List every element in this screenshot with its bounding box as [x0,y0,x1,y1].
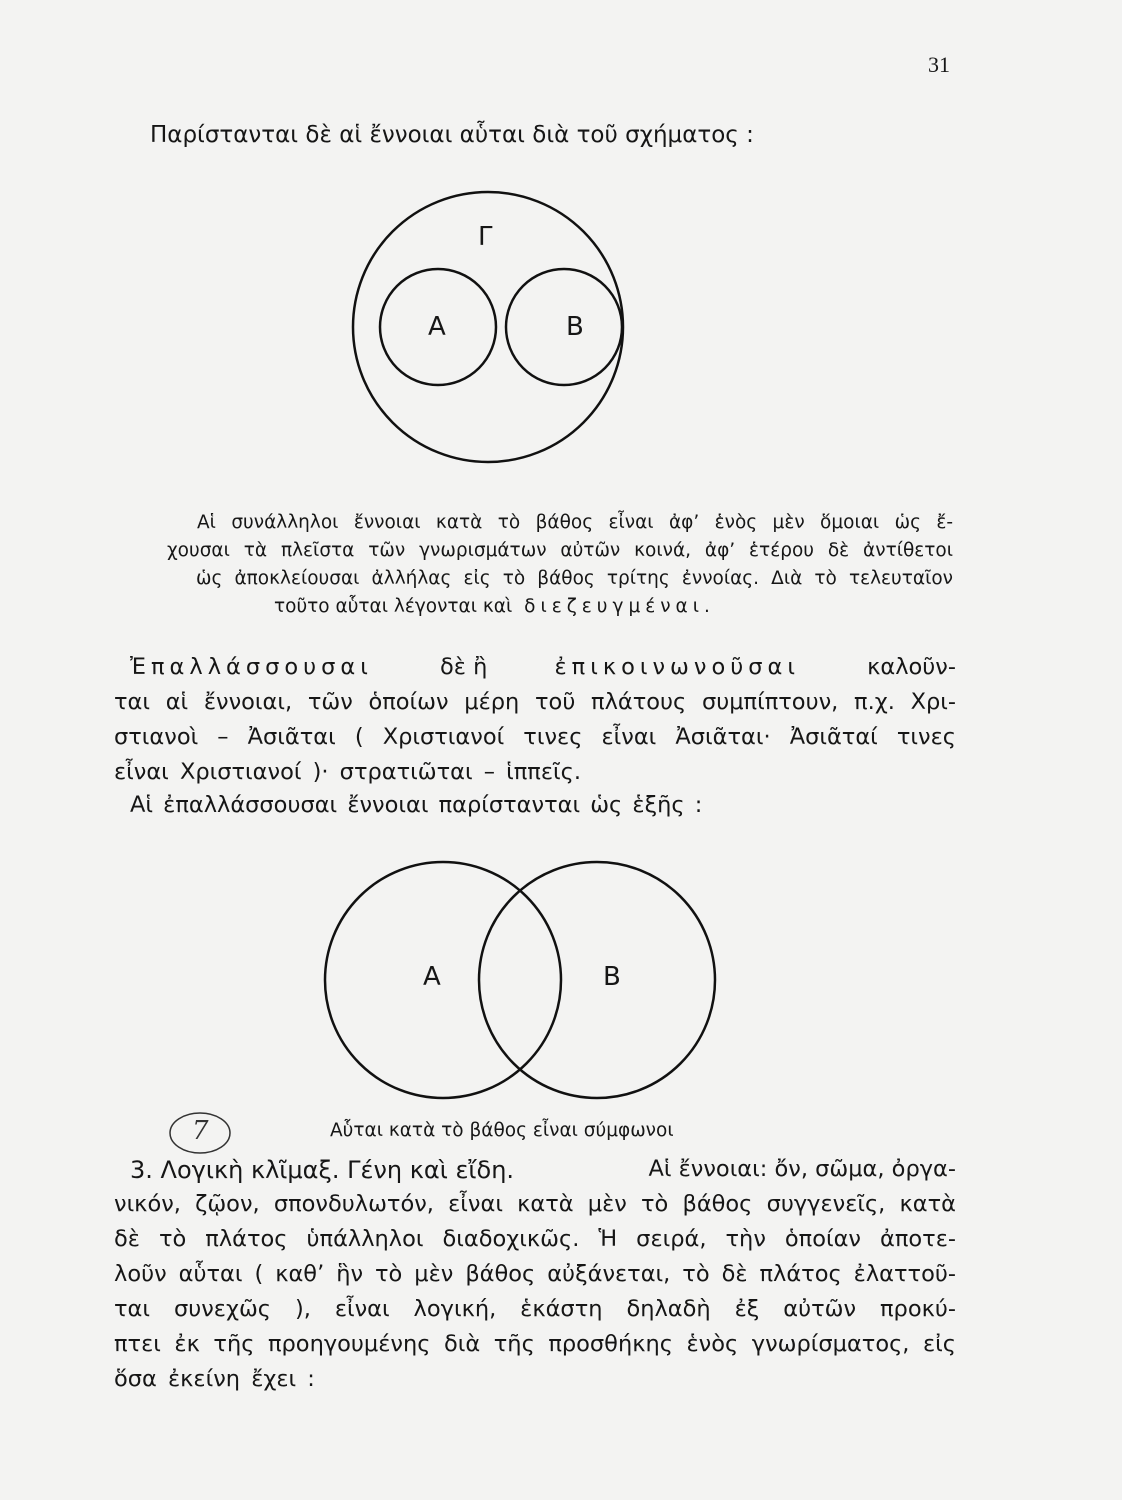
section3-last-line: ὅσα ἐκείνη ἔχει : [114,1366,315,1392]
section3-line: ται συνεχῶς ), εἶναι λογική, ἑκάστη δηλαδὴ ἐξ αὐτῶν προκύ- [114,1296,956,1322]
term-epallassousai: Ἐπαλλάσσουσαι [130,654,373,680]
section3-line: δὲ τὸ πλάτος ὑπάλληλοι διαδοχικῶς. Ἡ σειρά, τὴν ὁποίαν ἀποτε- [114,1226,956,1252]
caption1-line: ὡς ἀποκλείουσαι ἀλλήλας εἰς τὸ βάθος τρίτης ἐννοίας. Διὰ τὸ τελευταῖον [196,568,953,589]
section3-line: πτει ἐκ τῆς προηγουμένης διὰ τῆς προσθήκης ἑνὸς γνωρίσματος, εἰς [114,1331,956,1357]
section3-line: λοῦν αὗται ( καθ’ ἣν τὸ μὲν βάθος αὐξάνεται, τὸ δὲ πλάτος ἐλαττοῦ- [114,1261,956,1287]
circle-b-overlap [479,862,715,1098]
para1-line: ται αἱ ἔννοιαι, τῶν ὁποίων μέρη τοῦ πλάτους συμπίπτουν, π.χ. Χρι- [114,689,956,715]
term-diezeugmenai: διεζευγμέναι. [524,596,715,617]
label-b-overlap: Β [603,962,621,992]
section3-line: νικόν, ζῷον, σπονδυλωτόν, εἶναι κατὰ μὲν τὸ βάθος συγγενεῖς, κατὰ [114,1191,956,1217]
text: δὲ ἢ [440,654,488,680]
caption1-line: χουσαι τὰ πλεῖστα τῶν γνωρισμάτων αὐτῶν κοινά, ἀφ’ ἑτέρου δὲ ἀντίθετοι [167,540,953,561]
para1-line1 [130,654,956,680]
label-a: Α [428,312,446,342]
caption1-last-text: τοῦτο αὗται λέγονται καὶ [274,596,513,617]
page-number: 31 [928,52,950,77]
text: καλοῦν- [867,654,956,680]
circle-b-disjoint [506,269,622,385]
para1-line: εἶναι Χριστιανοί )· στρατιῶται – ἱππεῖς. [114,759,581,785]
circle-a-overlap [325,862,561,1098]
text: Αἱ ἔννοιαι: ὄν, σῶμα, ὀργα- [648,1156,956,1182]
heading: Παρίστανται δὲ αἱ ἔννοιαι αὗται διὰ τοῦ σχήματος : [150,122,754,148]
caption2: Αὗται κατὰ τὸ βάθος εἶναι σύμφωνοι [330,1120,674,1141]
handwritten-mark: 7 [192,1116,209,1146]
label-gamma: Γ [478,222,493,252]
label-b: Β [566,312,584,342]
section3-title: 3. Λογικὴ κλῖμαξ. Γένη καὶ εἴδη. [130,1156,515,1184]
caption1-line: Αἱ συνάλληλοι ἔννοιαι κατὰ τὸ βάθος εἶναι ἀφ’ ἑνὸς μὲν ὅμοιαι ὡς ἔ- [197,512,953,533]
term-epikoinonousai: ἐπικοινωνοῦσαι [554,654,800,680]
section3-line1 [130,1156,956,1184]
caption1-last-line [274,596,715,617]
para1-line5: Αἱ ἐπαλλάσσουσαι ἔννοιαι παρίστανται ὡς ἑξῆς : [130,792,703,818]
label-a-overlap: Α [423,962,441,992]
para1-line: στιανοὶ – Ἀσιᾶται ( Χριστιανοί τινες εἶναι Ἀσιᾶται· Ἀσιᾶταί τινες [114,724,956,750]
